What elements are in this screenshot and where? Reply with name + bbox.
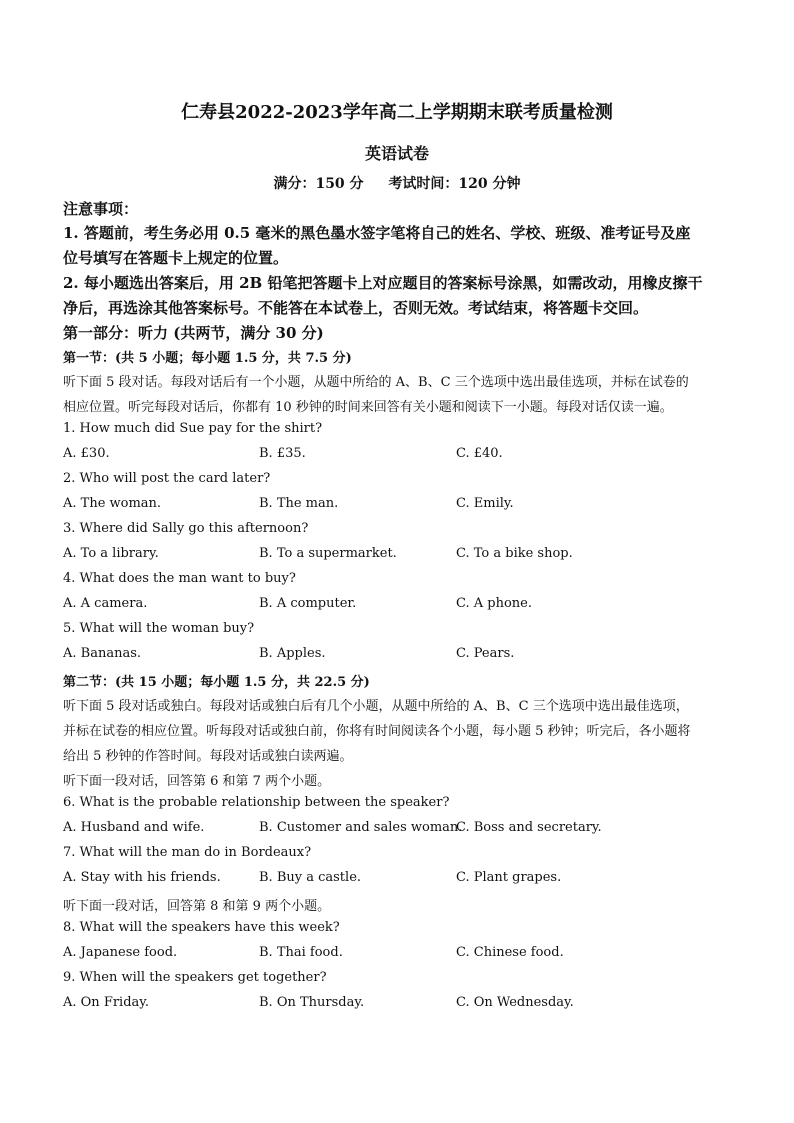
- option-c: C. Boss and secretary.: [456, 820, 602, 835]
- instruction-line: 给出 5 秒钟的作答时间。每段对话或独白读两遍。: [63, 749, 353, 764]
- notice-line: 1. 答题前，考生务必用 0.5 毫米的黑色墨水签字笔将自己的姓名、学校、班级、准考证号及座: [63, 224, 691, 242]
- instruction-line: 并标在试卷的相应位置。听每段对话或独白前，你将有时间阅读各个小题，每小题 5 秒钟；听完后，各小题将: [63, 724, 691, 739]
- option-b: B. Apples.: [259, 646, 326, 661]
- exam-title: 仁寿县2022-2023学年高二上学期期末联考质量检测: [181, 102, 613, 123]
- option-a: A. To a library.: [63, 546, 159, 561]
- part1-heading: 第一部分：听力 (共两节，满分 30 分): [63, 324, 324, 342]
- option-c: C. Pears.: [456, 646, 515, 661]
- score-text: 满分：150 分: [273, 176, 364, 192]
- notice-line: 2. 每小题选出答案后，用 2B 铅笔把答题卡上对应题目的答案标号涂黑，如需改动，用橡皮擦干: [63, 274, 703, 292]
- question-stem: 2. Who will post the card later?: [63, 471, 271, 486]
- question-stem: 5. What will the woman buy?: [63, 621, 255, 636]
- group-intro: 听下面一段对话，回答第 6 和第 7 两个小题。: [63, 774, 331, 789]
- option-a: A. Bananas.: [63, 646, 142, 661]
- option-a: A. A camera.: [63, 596, 148, 611]
- option-c: C. A phone.: [456, 596, 532, 611]
- option-c: C. To a bike shop.: [456, 546, 573, 561]
- notice-heading: 注意事项：: [63, 200, 139, 218]
- option-a: A. £30.: [63, 446, 110, 461]
- time-text: 考试时间：120 分钟: [388, 176, 521, 192]
- subject-title: 英语试卷: [364, 144, 429, 163]
- option-a: A. Husband and wife.: [63, 820, 205, 835]
- section1-heading: 第一节：(共 5 小题；每小题 1.5 分，共 7.5 分): [63, 351, 352, 366]
- option-b: B. Buy a castle.: [259, 870, 362, 885]
- notice-line: 净后，再选涂其他答案标号。不能答在本试卷上，否则无效。考试结束，将答题卡交回。: [63, 299, 649, 317]
- option-b: B. £35.: [259, 446, 306, 461]
- option-c: C. Chinese food.: [456, 945, 564, 960]
- question-stem: 8. What will the speakers have this week?: [63, 920, 340, 935]
- option-c: C. £40.: [456, 446, 503, 461]
- option-a: A. Stay with his friends.: [63, 870, 221, 885]
- option-c: C. On Wednesday.: [456, 995, 574, 1010]
- instruction-line: 相应位置。听完每段对话后，你都有 10 秒钟的时间来回答有关小题和阅读下一小题。每段对话仅读一遍。: [63, 400, 673, 415]
- group-intro: 听下面一段对话，回答第 8 和第 9 两个小题。: [63, 899, 331, 914]
- option-b: B. Thai food.: [259, 945, 343, 960]
- option-b: B. On Thursday.: [259, 995, 365, 1010]
- section2-heading: 第二节：(共 15 小题；每小题 1.5 分，共 22.5 分): [63, 675, 370, 690]
- option-c: C. Plant grapes.: [456, 870, 562, 885]
- option-a: A. The woman.: [63, 496, 162, 511]
- question-stem: 6. What is the probable relationship between the speaker?: [63, 795, 450, 810]
- option-c: C. Emily.: [456, 496, 514, 511]
- question-stem: 1. How much did Sue pay for the shirt?: [63, 421, 323, 436]
- option-a: A. Japanese food.: [63, 945, 178, 960]
- option-b: B. The man.: [259, 496, 339, 511]
- option-a: A. On Friday.: [63, 995, 150, 1010]
- question-stem: 3. Where did Sally go this afternoon?: [63, 521, 309, 536]
- notice-line: 位号填写在答题卡上规定的位置。: [63, 249, 289, 267]
- instruction-line: 听下面 5 段对话。每段对话后有一个小题，从题中所给的 A、B、C 三个选项中选出最佳选项，并标在试卷的: [63, 375, 689, 390]
- option-b: B. To a supermarket.: [259, 546, 397, 561]
- option-b: B. A computer.: [259, 596, 357, 611]
- option-b: B. Customer and sales woman.: [259, 820, 463, 835]
- question-stem: 9. When will the speakers get together?: [63, 970, 327, 985]
- exam-meta: [0, 173, 794, 193]
- question-stem: 7. What will the man do in Bordeaux?: [63, 845, 312, 860]
- question-stem: 4. What does the man want to buy?: [63, 571, 296, 586]
- instruction-line: 听下面 5 段对话或独白。每段对话或独白后有几个小题，从题中所给的 A、B、C 三个选项中选出最佳选项，: [63, 699, 689, 714]
